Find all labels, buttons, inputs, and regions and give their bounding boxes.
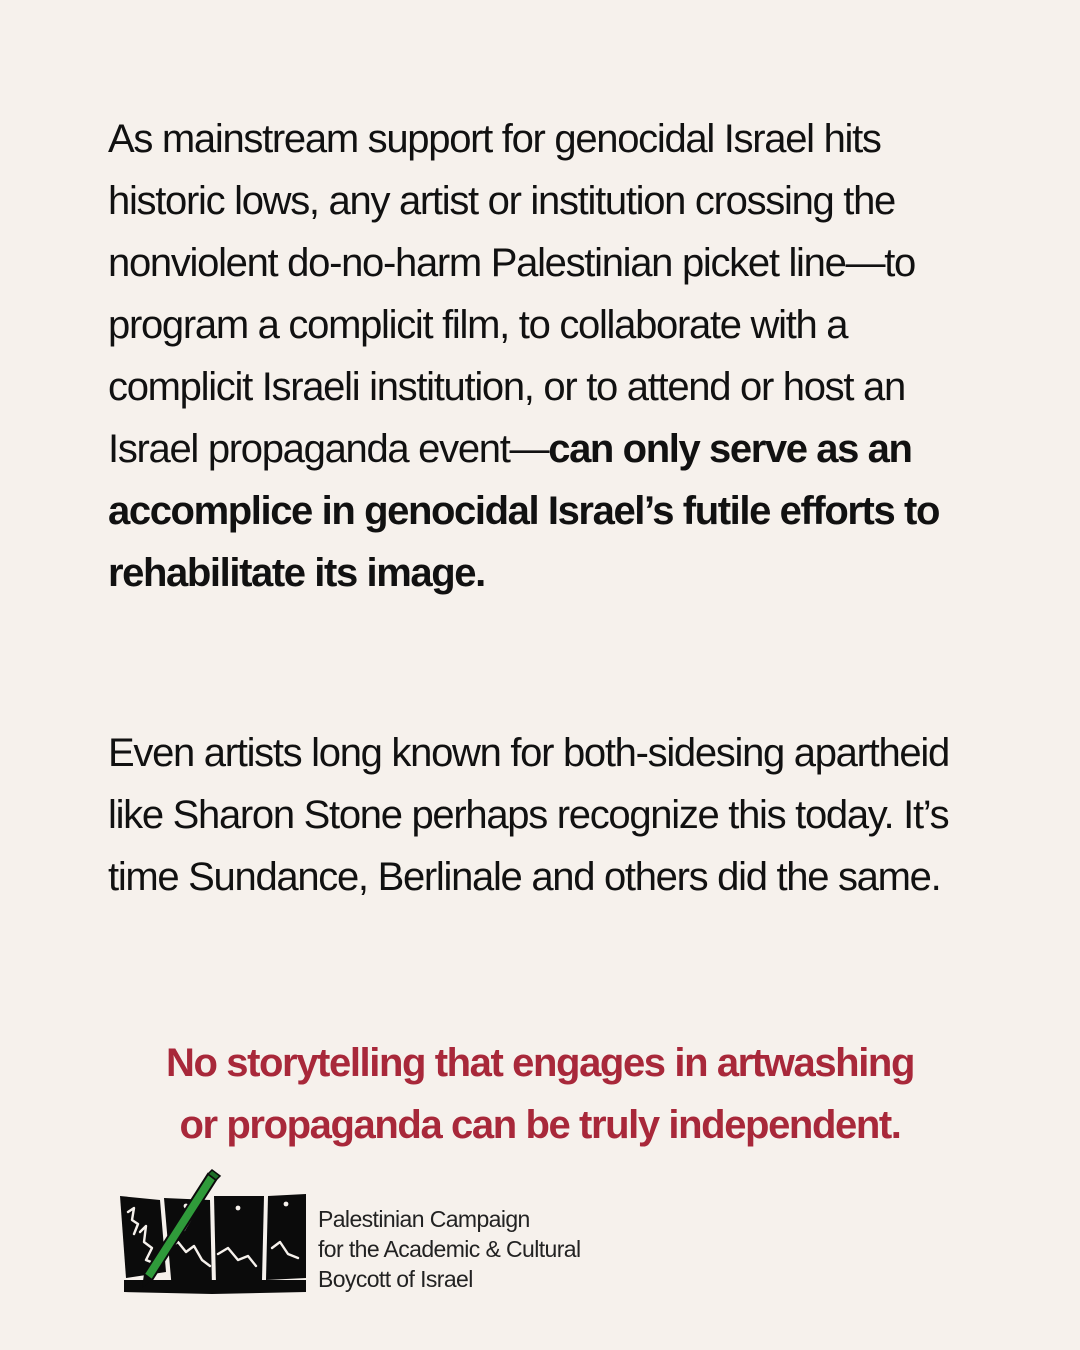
main-statement [108, 108, 980, 604]
logo-line-1: Palestinian Campaign [318, 1206, 530, 1232]
tagline-line-1: No storytelling that engages in artwashing [166, 1041, 914, 1085]
paragraph-intro-emphasis: can only serve as an accomplice in genocidal Israel’s futile efforts to rehabilitate its image. [108, 427, 939, 595]
paragraph-second: Even artists long known for both-sidesing apartheid like Sharon Stone perhaps recognize this today. It’s time Sundance, Berlinale and others did the same. [108, 731, 949, 899]
pacbi-logo-text [318, 1204, 580, 1294]
logo-line-2: for the Academic & Cultural [318, 1236, 581, 1262]
paragraph-intro [108, 108, 980, 604]
pacbi-logo-icon [116, 1168, 312, 1298]
paragraph-intro-regular: As mainstream support for genocidal Israel hits historic lows, any artist or institution crossing the nonviolent do-no-harm Palestinian picket line—to program a complicit film, to collaborate with a complicit Israeli institution, or to attend or host an Israel propaganda event— [108, 117, 915, 471]
pacbi-logo [116, 1168, 596, 1298]
tagline [90, 1032, 990, 1156]
tagline-line-2: or propaganda can be truly independent. [179, 1103, 901, 1147]
logo-line-3: Boycott of Israel [318, 1266, 473, 1292]
